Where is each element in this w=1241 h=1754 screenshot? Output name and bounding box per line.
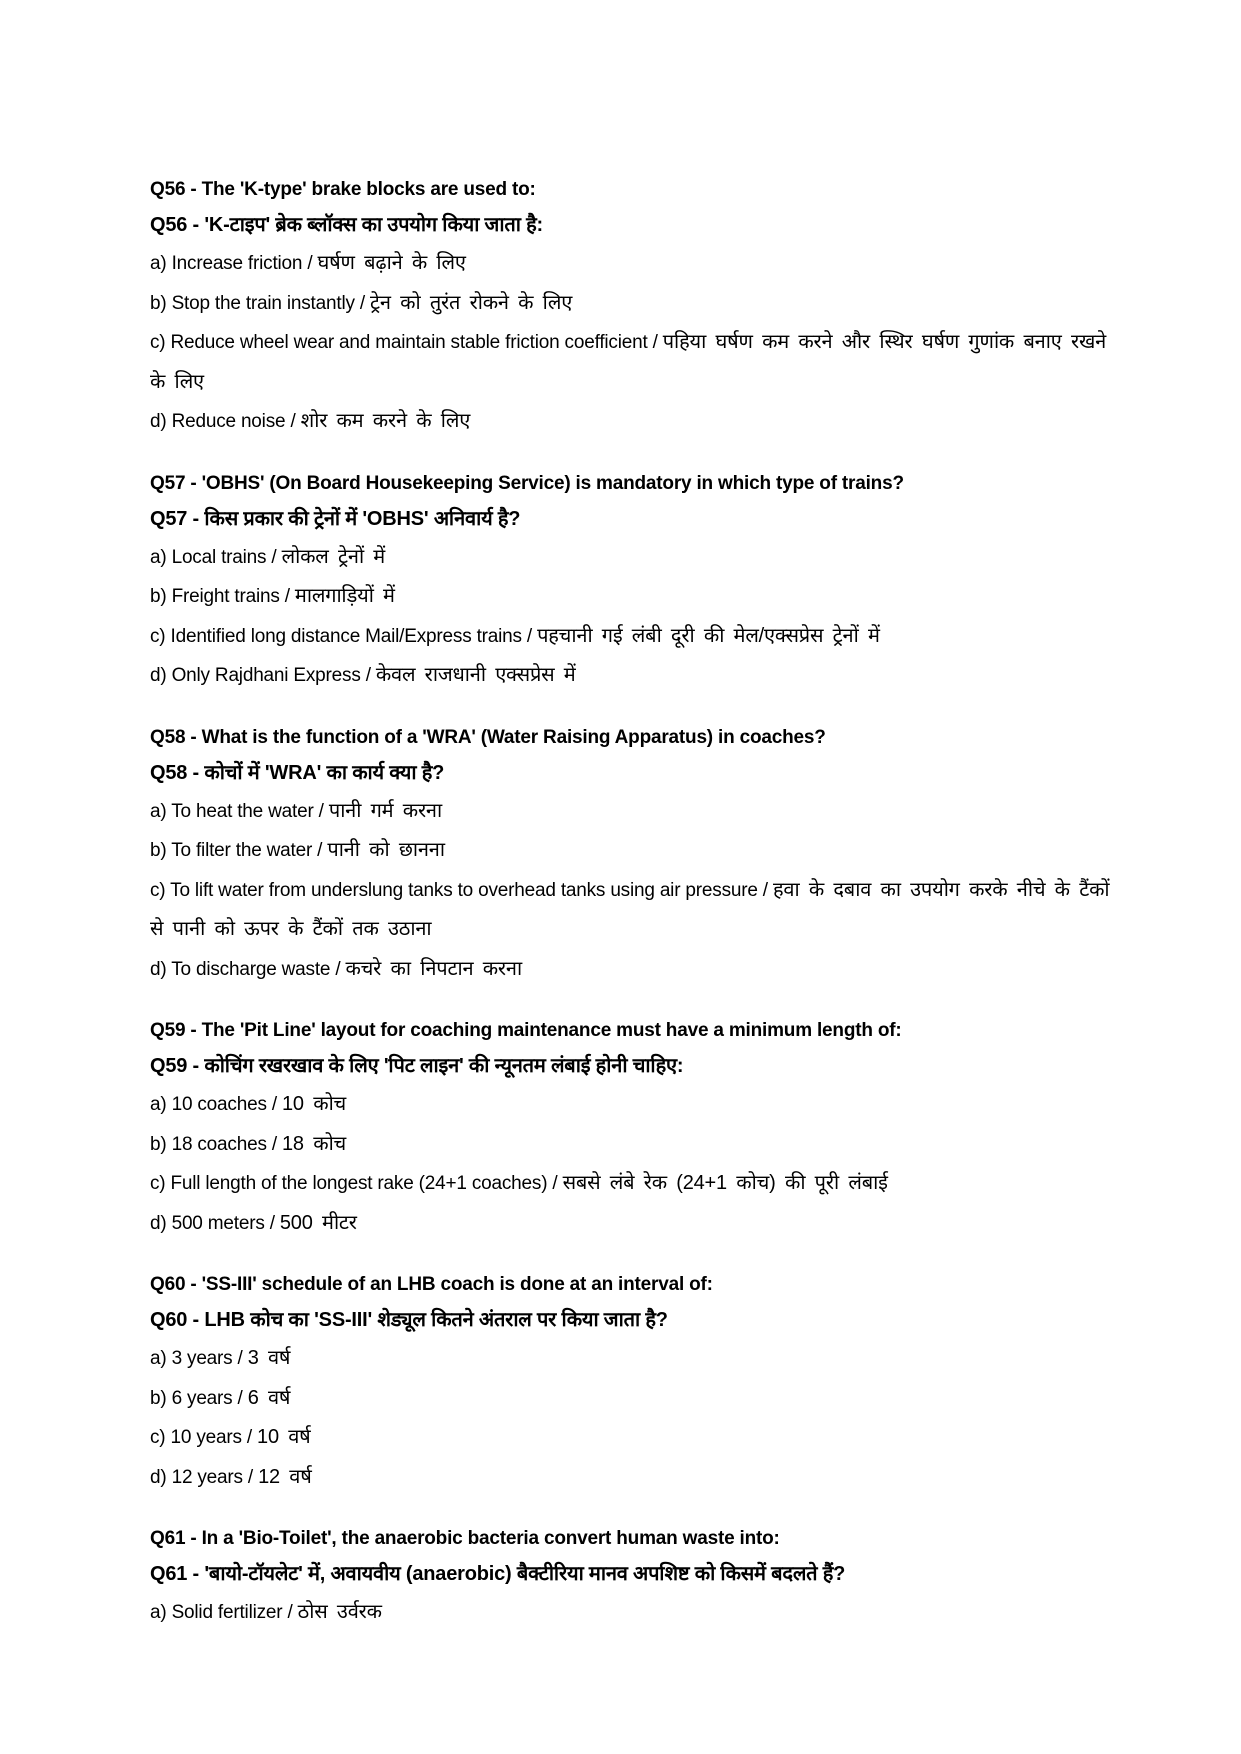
question-title-english: Q58 - What is the function of a 'WRA' (Water Raising Apparatus) in coaches? bbox=[150, 726, 826, 748]
option-text-english: c) To lift water from underslung tanks to overhead tanks using air pressure / bbox=[150, 879, 773, 901]
option-text-english: b) To filter the water / bbox=[150, 840, 328, 861]
question-title-english: Q61 - In a 'Bio-Toilet', the anaerobic bacteria convert human waste into: bbox=[150, 1528, 780, 1549]
option-b bbox=[150, 831, 1110, 871]
option-text-english: b) 18 coaches / bbox=[150, 1133, 282, 1155]
option-c bbox=[150, 1418, 1110, 1458]
option-text-english: a) 3 years / bbox=[150, 1348, 248, 1369]
question-q57 bbox=[150, 466, 1110, 696]
question-q56 bbox=[150, 172, 1110, 442]
option-text-english: b) Stop the train instantly / bbox=[150, 292, 371, 314]
option-text-hindi: पहचानी गई लंबी दूरी की मेल/एक्सप्रेस ट्रेनों में bbox=[537, 624, 880, 647]
option-text-hindi: 12 वर्ष bbox=[258, 1465, 312, 1488]
option-text-hindi: घर्षण बढ़ाने के लिए bbox=[317, 252, 466, 274]
option-text-hindi: 6 वर्ष bbox=[247, 1386, 291, 1409]
option-text-english: a) 10 coaches / bbox=[150, 1094, 282, 1115]
option-text-english: c) 10 years / bbox=[150, 1427, 258, 1448]
question-title-hindi: Q58 - कोचों में 'WRA' का कार्य क्या है? bbox=[150, 761, 445, 784]
option-b bbox=[150, 284, 1110, 324]
option-text-english: a) Local trains / bbox=[150, 546, 282, 568]
question-title-english: Q56 - The 'K-type' brake blocks are used to: bbox=[150, 179, 536, 200]
question-title-hindi: Q59 - कोचिंग रखरखाव के लिए 'पिट लाइन' की न्यूनतम लंबाई होनी चाहिए: bbox=[150, 1055, 684, 1077]
option-text-english: d) Only Rajdhani Express / bbox=[150, 665, 376, 686]
option-c bbox=[150, 323, 1110, 402]
option-a bbox=[150, 792, 1110, 832]
question-title-hindi: Q57 - किस प्रकार की ट्रेनों में 'OBHS' अनिवार्य है? bbox=[150, 507, 521, 530]
option-a bbox=[150, 244, 1110, 284]
option-text-hindi: सबसे लंबे रेक (24+1 कोच) की पूरी लंबाई bbox=[562, 1172, 888, 1194]
option-text-hindi: पानी गर्म करना bbox=[328, 799, 443, 822]
option-a bbox=[150, 1085, 1110, 1125]
option-c bbox=[150, 871, 1110, 950]
option-a bbox=[150, 1593, 1110, 1633]
option-text-english: c) Full length of the longest rake (24+1 coaches) / bbox=[150, 1173, 563, 1194]
option-a bbox=[150, 1339, 1110, 1379]
option-text-hindi: पहिया घर्षण कम करने और स्थिर घर्षण गुणांक बनाए रखने के लिए bbox=[150, 331, 1107, 393]
option-b bbox=[150, 577, 1110, 617]
option-text-hindi: शोर कम करने के लिए bbox=[300, 410, 471, 432]
option-text-english: d) To discharge waste / bbox=[150, 958, 346, 980]
question-title-hindi: Q56 - 'K-टाइप' ब्रेक ब्लॉक्स का उपयोग किया जाता है: bbox=[150, 214, 543, 236]
question-title-hindi: Q60 - LHB कोच का 'SS-III' शेड्यूल कितने अंतराल पर किया जाता है? bbox=[150, 1309, 668, 1331]
option-text-english: a) Solid fertilizer / bbox=[150, 1602, 298, 1623]
option-text-english: d) 12 years / bbox=[150, 1466, 259, 1488]
question-q60 bbox=[150, 1267, 1110, 1497]
option-text-english: d) Reduce noise / bbox=[150, 411, 301, 432]
option-text-english: d) 500 meters / bbox=[150, 1212, 280, 1234]
question-title-english: Q59 - The 'Pit Line' layout for coaching maintenance must have a minimum length of: bbox=[150, 1020, 902, 1041]
option-c bbox=[150, 1164, 1110, 1204]
option-text-hindi: 10 वर्ष bbox=[257, 1426, 311, 1448]
document-page bbox=[150, 172, 1110, 1657]
option-text-hindi: 10 कोच bbox=[282, 1093, 347, 1115]
option-text-hindi: पानी को छानना bbox=[327, 839, 445, 861]
question-title-hindi: Q61 - 'बायो-टॉयलेट' में, अवायवीय (anaerobic) बैक्टीरिया मानव अपशिष्ट को किसमें बदलते हैं? bbox=[150, 1563, 846, 1585]
option-text-hindi: 500 मीटर bbox=[279, 1211, 357, 1234]
option-d bbox=[150, 950, 1110, 990]
option-text-hindi: 3 वर्ष bbox=[247, 1347, 291, 1369]
option-text-english: c) Reduce wheel wear and maintain stable friction coefficient / bbox=[150, 332, 663, 353]
option-text-hindi: ठोस उर्वरक bbox=[297, 1601, 382, 1623]
option-b bbox=[150, 1379, 1110, 1419]
option-text-hindi: 18 कोच bbox=[282, 1132, 347, 1155]
option-d bbox=[150, 1458, 1110, 1498]
option-d bbox=[150, 1204, 1110, 1244]
question-q61 bbox=[150, 1521, 1110, 1633]
question-title-english: Q57 - 'OBHS' (On Board Housekeeping Service) is mandatory in which type of trains? bbox=[150, 472, 904, 494]
option-d bbox=[150, 402, 1110, 442]
question-q58 bbox=[150, 720, 1110, 990]
option-text-english: a) To heat the water / bbox=[150, 800, 329, 822]
question-q59 bbox=[150, 1013, 1110, 1243]
question-title-english: Q60 - 'SS-III' schedule of an LHB coach is done at an interval of: bbox=[150, 1274, 713, 1295]
option-text-english: c) Identified long distance Mail/Express trains / bbox=[150, 625, 538, 647]
option-text-hindi: हवा के दबाव का उपयोग करके नीचे के टैंकों से पानी को ऊपर के टैंकों तक उठाना bbox=[150, 878, 1110, 940]
option-d bbox=[150, 656, 1110, 696]
option-c bbox=[150, 617, 1110, 657]
option-text-hindi: कचरे का निपटान करना bbox=[345, 957, 522, 980]
option-text-hindi: मालगाड़ियों में bbox=[294, 585, 395, 607]
option-text-hindi: केवल राजधानी एक्सप्रेस में bbox=[375, 664, 576, 686]
option-text-english: a) Increase friction / bbox=[150, 253, 318, 274]
option-b bbox=[150, 1125, 1110, 1165]
option-text-english: b) 6 years / bbox=[150, 1387, 248, 1409]
option-text-english: b) Freight trains / bbox=[150, 586, 295, 607]
option-a bbox=[150, 538, 1110, 578]
option-text-hindi: लोकल ट्रेनों में bbox=[281, 545, 386, 568]
option-text-hindi: ट्रेन को तुरंत रोकने के लिए bbox=[370, 291, 573, 314]
